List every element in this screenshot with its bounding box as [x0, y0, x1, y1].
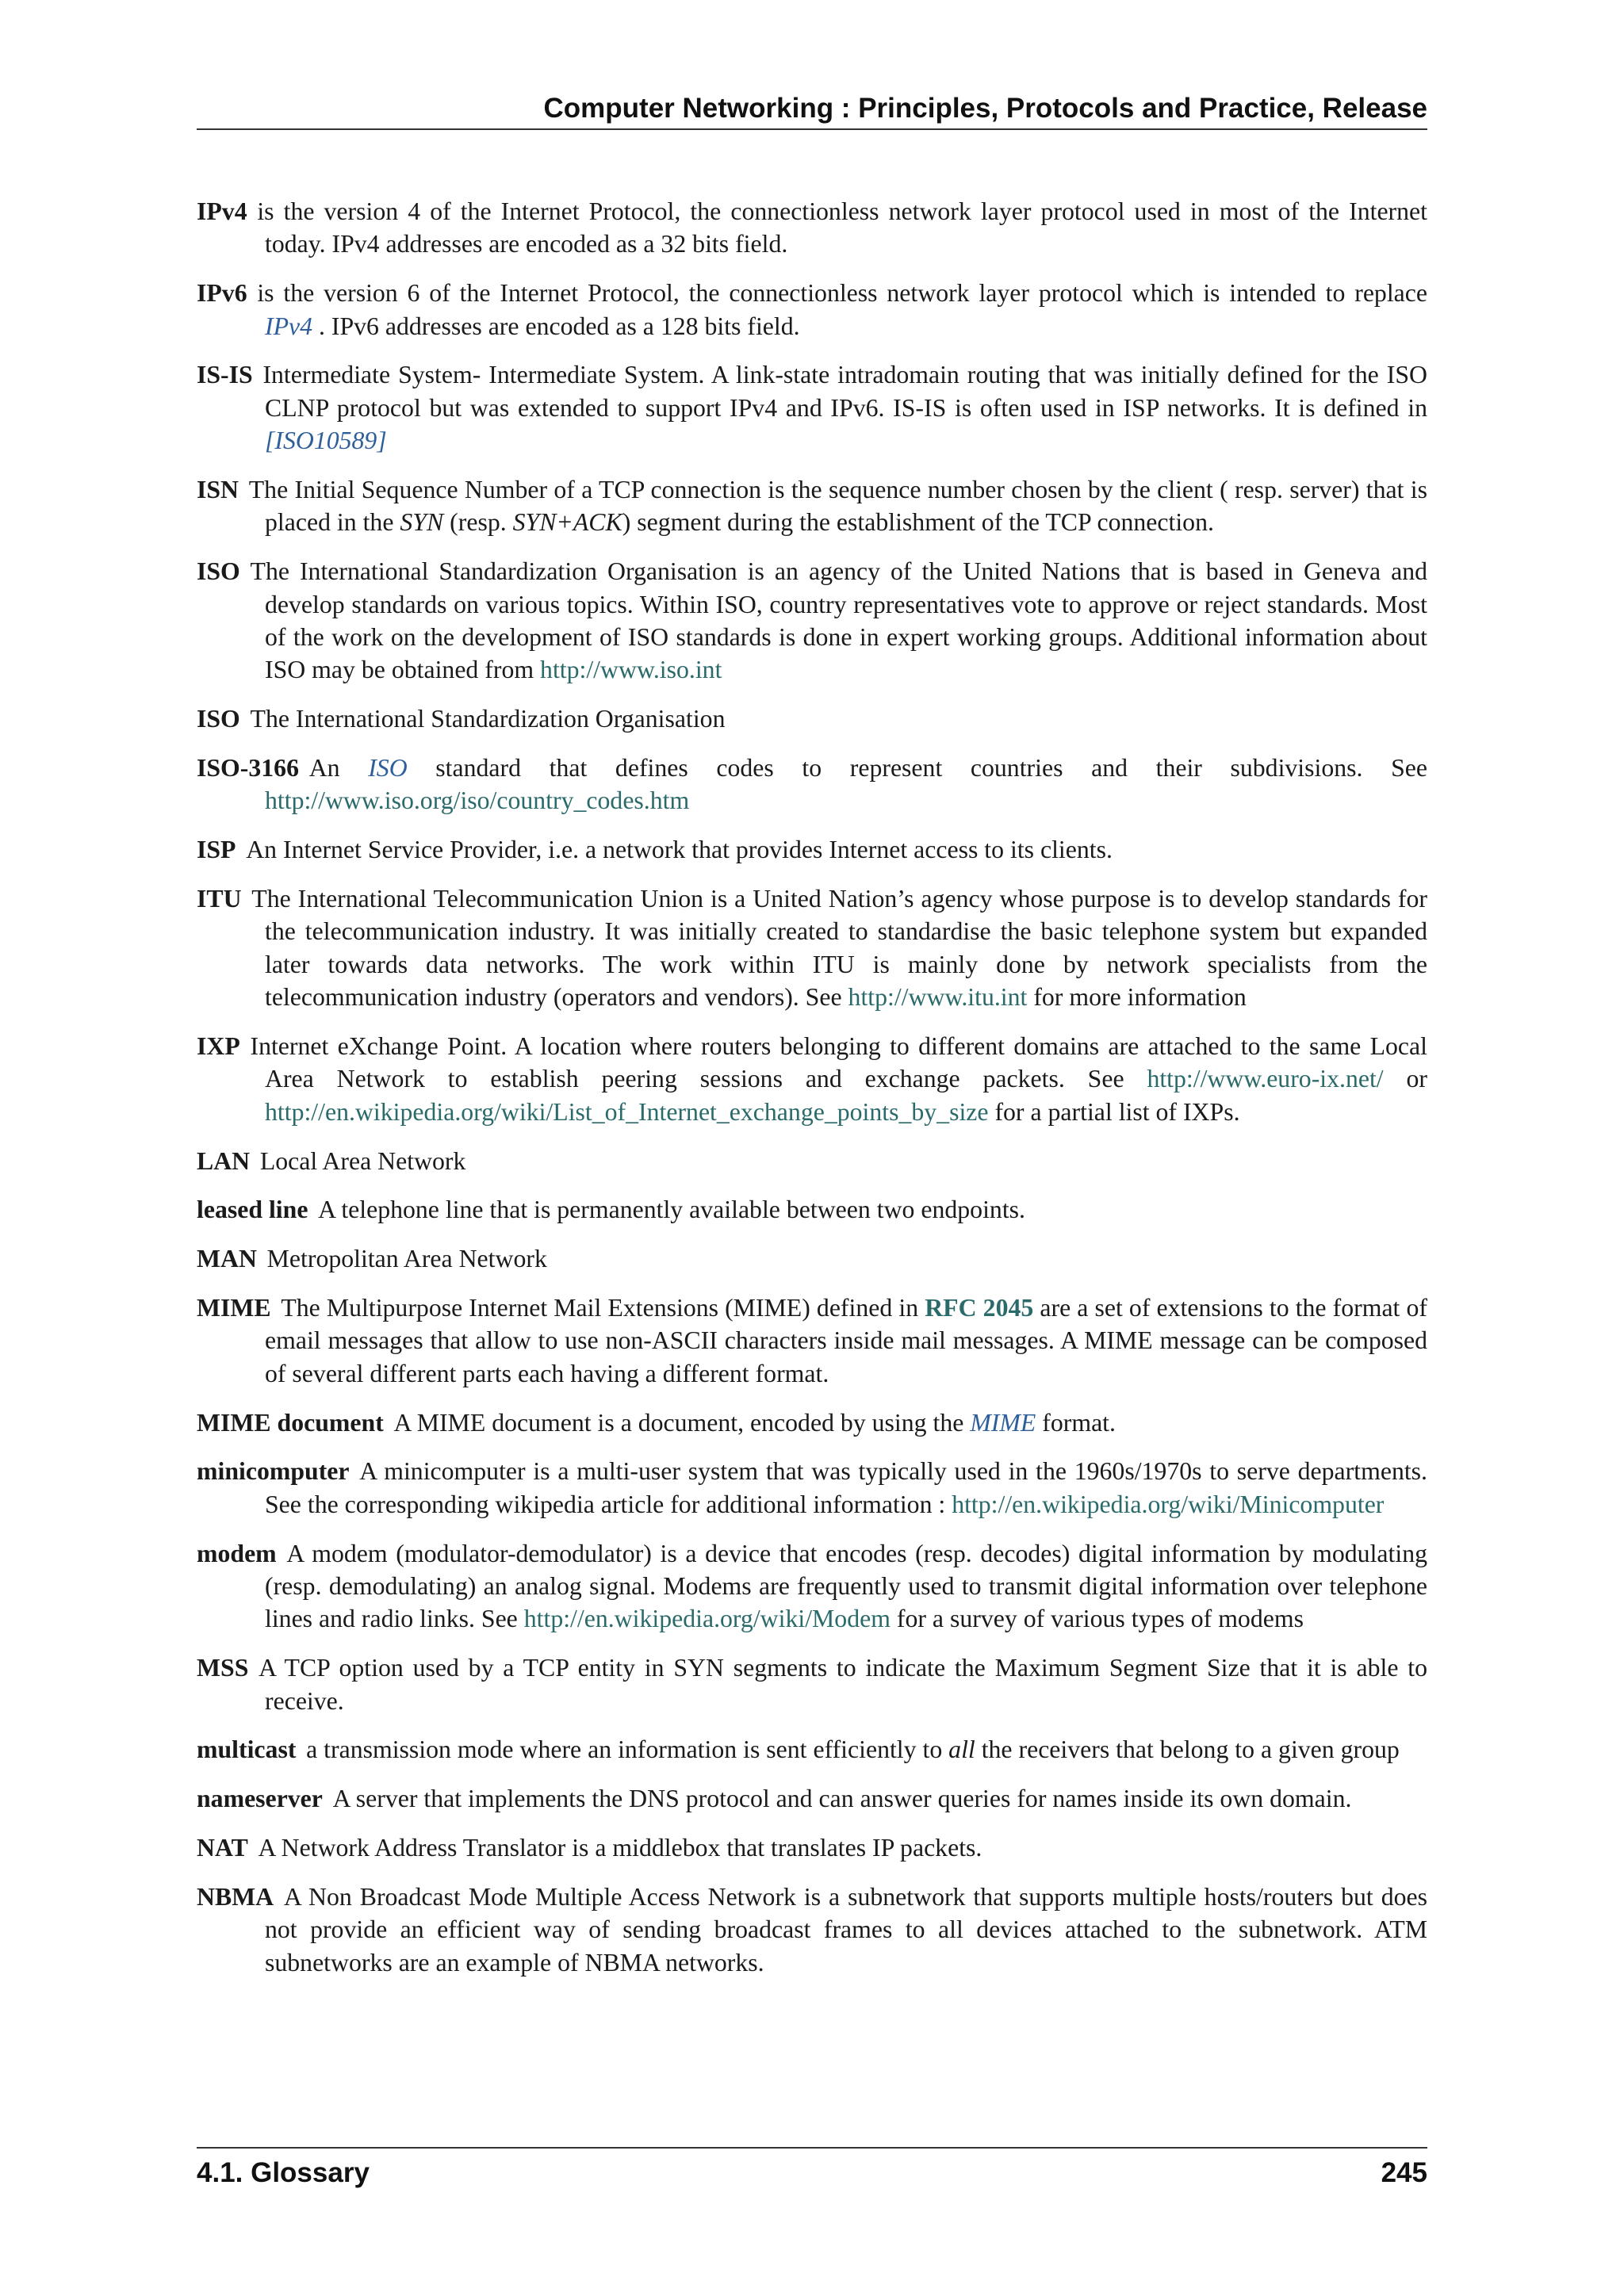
glossary-entry-nbma: [197, 1881, 1427, 1979]
term: MAN: [197, 1245, 257, 1273]
definition: A Network Address Translator is a middlebox that translates IP packets.: [258, 1834, 982, 1862]
definition: The International Standardization Organisation is an agency of the United Nations that is based in Geneva and develop standards on various topics. Within ISO, country representatives vote to approve or reject standards. Most of the work on the development of ISO standards is done in expert working groups. Additional information about ISO may be obtained from: [250, 557, 1427, 684]
term: MIME document: [197, 1408, 384, 1437]
term: nameserver: [197, 1785, 323, 1813]
minicomputer-wikipedia-link[interactable]: http://en.wikipedia.org/wiki/Minicomputer: [952, 1490, 1385, 1518]
glossary-entry-ipv6: [197, 277, 1427, 342]
definition-cont: (resp.: [443, 508, 513, 537]
definition: The International Standardization Organisation: [250, 705, 726, 733]
definition: Metropolitan Area Network: [266, 1245, 547, 1273]
glossary-entry-mime: [197, 1292, 1427, 1390]
term: ITU: [197, 885, 242, 913]
definition-cont: or: [1383, 1065, 1428, 1093]
glossary-entry-multicast: [197, 1733, 1427, 1766]
definition: The Initial Sequence Number of a TCP connection is the sequence number chosen by the client ( resp. server) that is placed in the: [248, 476, 1427, 537]
term: ISO: [197, 705, 240, 733]
definition: is the version 4 of the Internet Protocol, the connectionless network layer protocol used in most of the Internet today. IPv4 addresses are encoded as a 32 bits field.: [257, 197, 1427, 258]
definition: The Multipurpose Internet Mail Extensions (MIME) defined in: [281, 1294, 925, 1322]
term: multicast: [197, 1735, 297, 1764]
term: minicomputer: [197, 1457, 350, 1486]
glossary-entry-modem: [197, 1537, 1427, 1636]
definition: a transmission mode where an information is sent efficiently to: [306, 1735, 949, 1764]
running-header: Computer Networking : Principles, Protocols and Practice, Release: [543, 93, 1427, 124]
definition: A server that implements the DNS protocol and can answer queries for names inside its own domain.: [332, 1785, 1352, 1813]
glossary-entry-ipv4: [197, 195, 1427, 261]
definition: Internet eXchange Point. A location where routers belonging to different domains are attached to the same Local Area Network to establish peering sessions and exchange packets. See: [250, 1032, 1427, 1093]
definition-cont: format.: [1036, 1408, 1116, 1437]
definition: Local Area Network: [259, 1146, 466, 1175]
glossary-entry-isis: [197, 358, 1427, 457]
glossary-entry-minicomputer: [197, 1455, 1427, 1521]
glossary-entry-ixp: [197, 1030, 1427, 1128]
glossary-entry-isn: [197, 473, 1427, 539]
term: ISO-3166: [197, 754, 299, 783]
definition-cont: standard that defines codes to represent countries and their subdivisions. See: [407, 754, 1428, 783]
definition: is the version 6 of the Internet Protocol, the connectionless network layer protocol which is intended to replace: [257, 279, 1427, 308]
glossary-entry-leased-line: [197, 1193, 1427, 1226]
glossary-entry-itu: [197, 882, 1427, 1014]
definition-cont: for a survey of various types of modems: [890, 1605, 1304, 1633]
glossary-list: [197, 195, 1427, 1995]
rfc-2045-link[interactable]: RFC 2045: [925, 1294, 1034, 1322]
mime-link[interactable]: MIME: [970, 1408, 1036, 1437]
term: ISN: [197, 476, 239, 504]
ipv4-link[interactable]: IPv4: [265, 312, 313, 340]
term: leased line: [197, 1196, 308, 1224]
glossary-entry-man: [197, 1242, 1427, 1275]
definition: The International Telecommunication Union is a United Nation’s agency whose purpose is to develop standards for the telecommunication industry. It was initially created to standardise the basic telephone system but expanded later towards data networks. The work within ITU is mainly done by network specialists from the telecommunication industry (operators and vendors). See: [251, 885, 1427, 1012]
definition: A modem (modulator-demodulator) is a device that encodes (resp. decodes) digital information by modulating (resp. demodulating) an analog signal. Modems are frequently used to transmit digital information over telephone lines and radio links. See: [265, 1539, 1427, 1633]
glossary-entry-iso: [197, 555, 1427, 687]
definition-cont: are a set of extensions to the format of email messages that allow to use non-ASCII characters inside mail messages. A MIME message can be composed of several different parts each having a different format.: [265, 1294, 1427, 1387]
glossary-entry-nameserver: [197, 1782, 1427, 1815]
term: IPv6: [197, 279, 247, 308]
definition: An Internet Service Provider, i.e. a network that provides Internet access to its clients.: [246, 836, 1113, 864]
term: ISP: [197, 836, 236, 864]
term: MSS: [197, 1654, 249, 1682]
term: IS-IS: [197, 361, 253, 389]
term: NAT: [197, 1834, 248, 1862]
glossary-entry-mss: [197, 1651, 1427, 1717]
definition: Intermediate System- Intermediate System. A link-state intradomain routing that was initially defined for the ISO CLNP protocol but was extended to support IPv4 and IPv6. IS-IS is often used in ISP networks. It is defined in: [262, 361, 1427, 422]
definition: A TCP option used by a TCP entity in SYN segments to indicate the Maximum Segment Size that it is able to receive.: [259, 1654, 1427, 1715]
synack-emphasis: SYN+ACK: [512, 508, 622, 537]
iso10589-citation-link[interactable]: [ISO10589]: [265, 427, 387, 455]
definition: A MIME document is a document, encoded by using the: [393, 1408, 971, 1437]
definition: An: [308, 754, 369, 783]
modem-wikipedia-link[interactable]: http://en.wikipedia.org/wiki/Modem: [523, 1605, 891, 1633]
glossary-entry-iso-2: [197, 702, 1427, 735]
term: modem: [197, 1539, 277, 1567]
definition-cont: ) segment during the establishment of the TCP connection.: [622, 508, 1214, 537]
page-number: 245: [1381, 2157, 1427, 2188]
term: ISO: [197, 557, 240, 586]
definition-cont: for more information: [1027, 983, 1247, 1012]
footer-section-title: 4.1. Glossary: [197, 2157, 370, 2188]
term: IPv4: [197, 197, 247, 225]
term: MIME: [197, 1294, 271, 1322]
glossary-entry-lan: [197, 1145, 1427, 1177]
all-emphasis: all: [948, 1735, 975, 1764]
term: IXP: [197, 1032, 240, 1061]
footer-rule: [197, 2147, 1427, 2149]
syn-emphasis: SYN: [400, 508, 444, 537]
header-rule: [197, 128, 1427, 130]
glossary-entry-iso-3166: [197, 752, 1427, 817]
term: NBMA: [197, 1882, 274, 1911]
iso-country-codes-link[interactable]: http://www.iso.org/iso/country_codes.htm: [265, 786, 690, 815]
term: LAN: [197, 1146, 251, 1175]
glossary-entry-mime-document: [197, 1406, 1427, 1439]
iso-url-link[interactable]: http://www.iso.int: [540, 656, 722, 684]
glossary-entry-isp: [197, 833, 1427, 866]
definition-cont: . IPv6 addresses are encoded as a 128 bits field.: [312, 312, 800, 340]
euro-ix-link[interactable]: http://www.euro-ix.net/: [1147, 1065, 1384, 1093]
definition-cont: for a partial list of IXPs.: [988, 1097, 1240, 1126]
ixp-wikipedia-link[interactable]: http://en.wikipedia.org/wiki/List_of_Internet_exchange_points_by_size: [265, 1097, 989, 1126]
definition-cont: the receivers that belong to a given group: [975, 1735, 1400, 1764]
definition: A telephone line that is permanently available between two endpoints.: [318, 1196, 1025, 1224]
definition: A Non Broadcast Mode Multiple Access Network is a subnetwork that supports multiple hosts/routers but does not provide an efficient way of sending broadcast frames to all devices attached to the subnetwork. ATM subnetworks are an example of NBMA networks.: [265, 1882, 1427, 1976]
itu-url-link[interactable]: http://www.itu.int: [848, 983, 1028, 1012]
definition: A minicomputer is a multi-user system that was typically used in the 1960s/1970s to serve departments. See the corresponding wikipedia article for additional information :: [265, 1457, 1427, 1518]
iso-link[interactable]: ISO: [368, 754, 408, 783]
glossary-entry-nat: [197, 1831, 1427, 1864]
